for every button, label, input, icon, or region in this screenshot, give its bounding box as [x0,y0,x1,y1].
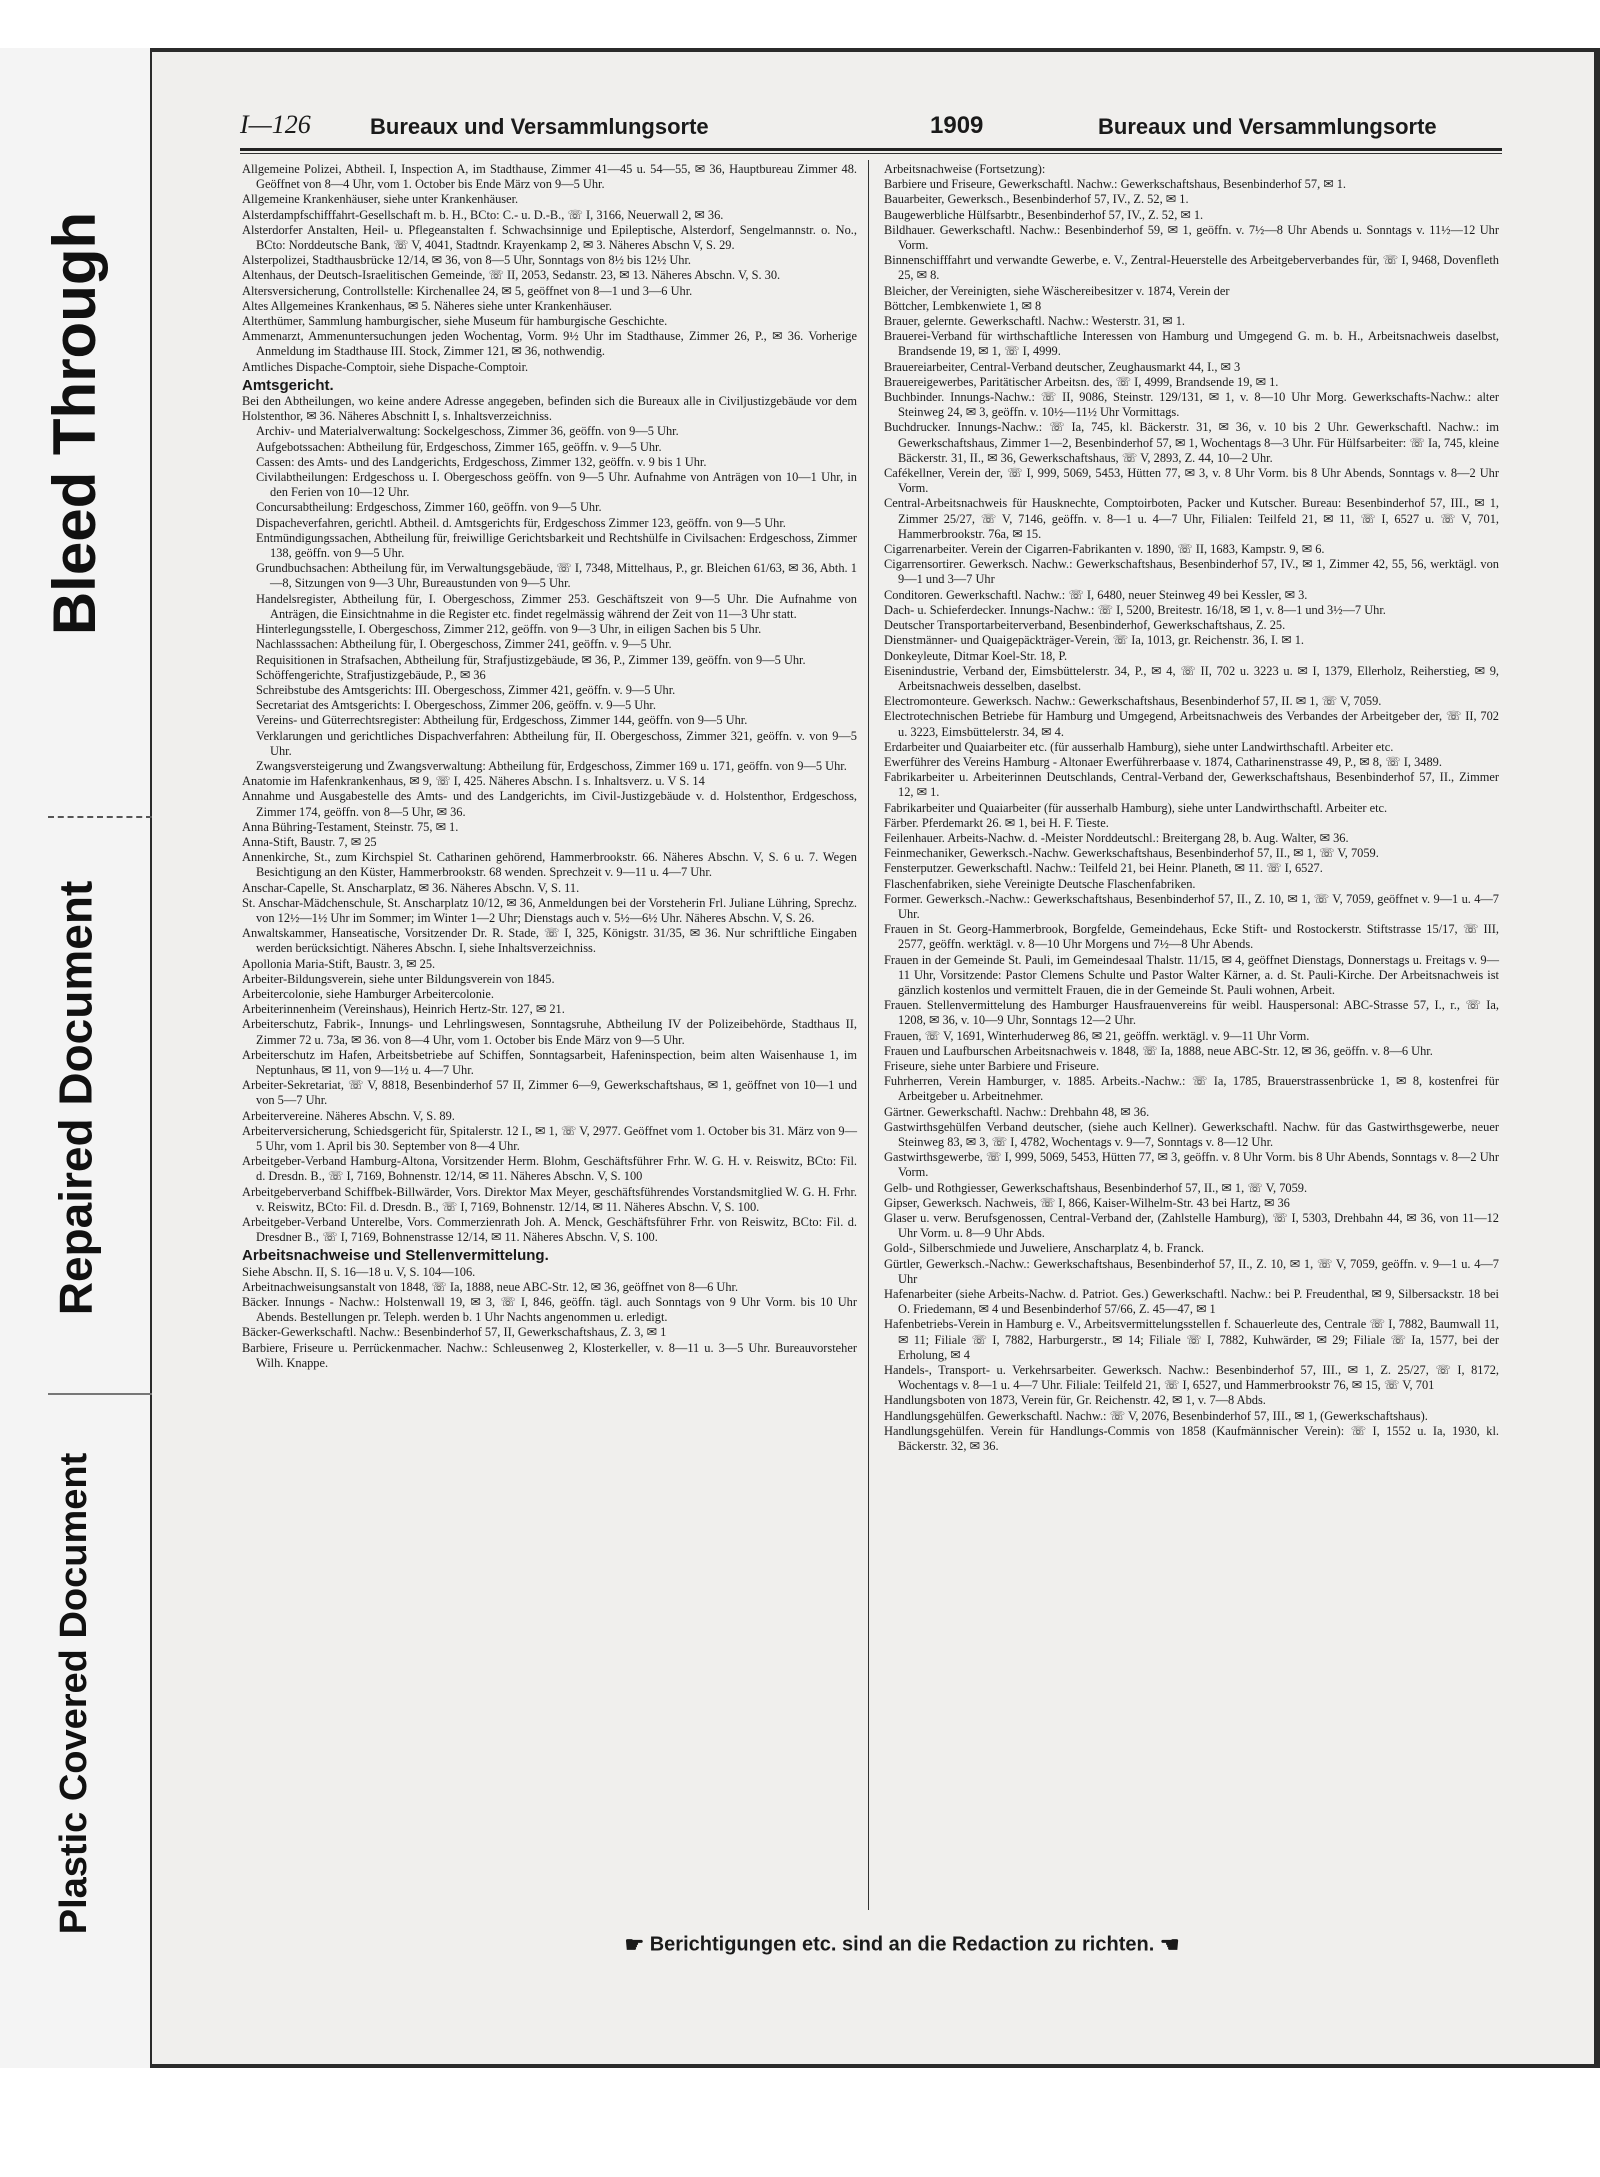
label-bleed-through: Bleed Through [41,211,109,635]
directory-entry: Eisenindustrie, Verband der, Eimsbüttelerstr. 34, P., ✉ 4, ☏ II, 702 u. 3223 u. ✉ I, 1379, Ellerholz, Reiherstieg, ✉ 9, Arbeitsnachweis desselben, daselbst. [884,663,1499,693]
directory-entry: Arbeitgeber-Verband Unterelbe, Vors. Commerzienrath Joh. A. Menck, Geschäftsführer Frhr. von Reiswitz, BCto: Fil. d. Dresdner B., ☏ I, 7169, Bohnenstrasse 12/14, ✉ 11. Näheres Abschn. V, S. 100. [242,1215,857,1245]
directory-entry: Gold-, Silberschmiede und Juweliere, Anscharplatz 4, b. Franck. [884,1241,1205,1256]
directory-entry: Frauen in St. Georg-Hammerbrook, Borgfelde, Gemeindehaus, Ecke Stift- und Rostockerstr. Stiftstrasse 15/17, ☏ III, 2577, geöffn. werktägl. v. 8—10 Uhr Morgens und 7½—8 Uhr Abends. [884,922,1499,952]
directory-entry: Brauer, gelernte. Gewerkschaftl. Nachw.: Westerstr. 31, ✉ 1. [884,314,1185,329]
directory-entry: Erdarbeiter und Quaiarbeiter etc. (für ausserhalb Hamburg), siehe unter Landwirthschaftl. Arbeiter etc. [884,739,1394,754]
directory-entry: Binnenschifffahrt und verwandte Gewerbe, e. V., Zentral-Heuerstelle des Arbeitgeberverbandes für, ☏ I, 9468, Dovenfleth 25, ✉ 8. [884,253,1499,283]
directory-entry: Fensterputzer. Gewerkschaftl. Nachw.: Teilfeld 21, bei Heinr. Planeth, ✉ 11. ☏ I, 6527. [884,861,1323,876]
directory-entry: Anwaltskammer, Hanseatische, Vorsitzender Dr. R. Stade, ☏ I, 325, Königstr. 31/35, ✉ 36. Nur schriftliche Eingaben werden berücksichtigt. Näheres Abschn. I, siehe Inhaltsverzeichniss. [242,926,857,956]
directory-entry: Arbeiterinnenheim (Vereinshaus), Heinrich Hertz-Str. 127, ✉ 21. [242,1002,565,1017]
directory-entry: Arbeitgeberverband Schiffbek-Billwärder, Vors. Direktor Max Meyer, geschäftsführendes Vorstandsmitglied W. G. H. Frhr. v. Reiswitz, BCto: Fil. d. Dresdn. B., ☏ I, 7169, Bohnenstr. 12/14, ✉ 11. Näheres Abschn. V, S. 100. [242,1184,857,1214]
scanned-page [152,52,1594,2064]
footer-text: Berichtigungen etc. sind an die Redaction zu richten. [649,1933,1155,1956]
sub-entry: Cassen: des Amts- und des Landgerichts, Erdgeschoss, Zimmer 132, geöffn. v. 9 bis 1 Uhr. [256,454,707,469]
sub-entry: Entmündigungssachen, Abtheilung für, freiwillige Gerichtsbarkeit und Rechtshülfe in Civilsachen: Erdgeschoss, Zimmer 138, geöffn. von 9—5 Uhr. [256,530,857,561]
directory-entry: Electrotechnischen Betriebe für Hamburg und Umgegend, Arbeitsnachweis des Verbandes der Arbeitgeber der, ☏ II, 702 u. 3223, Eimsbüttelerstr. 34, ✉ 4. [884,709,1499,739]
footer-note [522,1932,1282,1958]
directory-entry: Gastwirthsgehülfen Verband deutscher, (siehe auch Kellner). Gewerkschaftl. Nachw. für das Gastwirthsgewerbe, neuer Steinweg 83, ✉ 3, ☏ I, 4782, Wochentags v. 9—7, Sonntags v. 8—12 Uhr. [884,1119,1499,1149]
directory-entry: Arbeitsnachweise (Fortsetzung): [884,162,1046,176]
page-header [240,110,1505,142]
directory-entry: Gipser, Gewerksch. Nachweis, ☏ I, 866, Kaiser-Wilhelm-Str. 43 bei Hartz, ✉ 36 [884,1195,1290,1210]
sub-entry: Schöffengerichte, Strafjustizgebäude, P., ✉ 36 [256,667,486,682]
directory-entry: Arbeiter-Sekretariat, ☏ V, 8818, Besenbinderhof 57 II, Zimmer 6—9, Gewerkschaftshaus, ✉ 1, geöffnet von 10—1 und von 5—7 Uhr. [242,1078,857,1108]
sub-entry: Archiv- und Materialverwaltung: Sockelgeschoss, Zimmer 36, geöffn. von 9—5 Uhr. [256,424,679,439]
directory-entry: Handlungsboten von 1873, Verein für, Gr. Reichenstr. 42, ✉ 1, v. 7—8 Abds. [884,1393,1266,1408]
directory-entry: Former. Gewerksch.-Nachw.: Gewerkschaftshaus, Besenbinderhof 57, II., Z. 10, ✉ 1, ☏ V, 7059, geöffnet v. 9—1 u. 4—7 Uhr. [884,891,1499,921]
directory-entry: Bleicher, der Vereinigten, siehe Wäschereibesitzer v. 1874, Verein der [884,283,1230,298]
document-condition-sidebar [0,48,150,2068]
directory-entry: Anschar-Capelle, St. Anscharplatz, ✉ 36. Näheres Abschn. V, S. 11. [242,880,580,895]
directory-entry: Bäcker. Innungs - Nachw.: Holstenwall 19, ✉ 3, ☏ I, 846, geöffn. tägl. auch Sonntags von 9 Uhr Vorm. bis 10 Uhr Abends. Bestellungen pr. Teleph. werden b. 1 Uhr Nachts angenommen u. erledigt. [242,1295,857,1325]
directory-entry: Baugewerbliche Hülfsarbtr., Besenbinderhof 57, IV., Z. 52, ✉ 1. [884,207,1204,222]
header-year: 1909 [930,112,984,139]
pointing-hand-left-icon: ☚ [1159,1932,1180,1957]
directory-entry: Arbeiter-Bildungsverein, siehe unter Bildungsverein von 1845. [242,971,555,986]
directory-entry: Buchdrucker. Innungs-Nachw.: ☏ Ia, 745, kl. Bäckerstr. 31, ✉ 36, v. 10 bis 2 Uhr. Gewerkschaftl. Nachw.: im Gewerkschaftshaus, Zimmer 1—2, Besenbinderhof 57, ✉ 1, Wochentags 8—3 Uhr. Für Hülfsarbeiter: ☏ Ia, 745, kleine Bäckerstr. 31, II., ✉ 36, Gewerkschaftshaus, ☏ V, 2893, Z. 44, 10—2 Uhr. [884,420,1499,465]
label-repaired-document: Repaired Document [49,880,101,1316]
column-divider [868,160,869,1910]
directory-entry: Buchbinder. Innungs-Nachw.: ☏ II, 9086, Steinstr. 129/131, ✉ 1, v. 8—10 Uhr Morg. Gewerkschafts-Nachw.: alter Steinweg 24, ✉ 3, geöffn. v. 10½—11½ Uhr Vormittags. [884,390,1499,420]
directory-entry: St. Anschar-Mädchenschule, St. Anscharplatz 10/12, ✉ 36, Anmeldungen bei der Vorsteherin Frl. Juliane Lühring, Sprechz. von 12½—1½ Uhr im Sommer; im Winter 1—2 Uhr; Dienstags auch v. 5½—6½ Uhr. Näheres Abschn. V, S. 26. [242,895,857,925]
directory-entry: Deutscher Transportarbeiterverband, Besenbinderhof, Gewerkschaftshaus, Z. 25. [884,618,1286,633]
sub-entry: Handelsregister, Abtheilung für, I. Obergeschoss, Zimmer 253. Geschäftszeit von 9—5 Uhr. Die Aufnahme von Anträgen, die Einsichtnahme in die Register etc. findet regelmässig während der Zeit von 11—3 Uhr statt. [256,591,857,621]
sub-entry: Requisitionen in Strafsachen, Abtheilung für, Strafjustizgebäude, ✉ 36, P., Zimmer 139, geöffn. von 9—5 Uhr. [256,652,806,667]
directory-entry: Gürtler, Gewerksch.-Nachw.: Gewerkschaftshaus, Besenbinderhof 57, II., Z. 10, ✉ 1, ☏ V, 7059, geöffn. v. 9—1 u. 4—7 Uhr [884,1256,1499,1286]
directory-entry: Arbeitgeber-Verband Hamburg-Altona, Vorsitzender Herm. Blohm, Geschäftsführer Frhr. W. G. H. v. Reiswitz, BCto: Fil. d. Dresdn. B., ☏ I, 7169, Bohnenstr. 12/14, ✉ 11. Näheres Abschn. V, S. 100 [242,1154,857,1184]
directory-entry: Anna Bühring-Testament, Steinstr. 75, ✉ 1. [242,819,459,834]
directory-entry: Arbeiterversicherung, Schiedsgericht für, Spitalerstr. 12 I., ✉ 1, ☏ V, 2977. Geöffnet vom 1. October bis 31. März von 9—5 Uhr, vom 1. April bis 30. September von 8—4 Uhr. [242,1123,857,1153]
directory-entry: Siehe Abschn. II, S. 16—18 u. V, S. 104—106. [242,1264,476,1279]
sub-entry: Aufgebotssachen: Abtheilung für, Erdgeschoss, Zimmer 165, geöffn. v. 9—5 Uhr. [256,439,662,454]
directory-entry: Handels-, Transport- u. Verkehrsarbeiter. Gewerksch. Nachw.: Besenbinderhof 57, III., ✉ 1, Z. 25/27, ☏ I, 8172, Wochentags v. 8—1 u. 4—7 Uhr. Filiale: Teilfeld 21, ☏ I, 6527, und Hammerbrookstr 76, ✉ 15, ☏ V, 701 [884,1363,1499,1393]
directory-entry: Arbeiterschutz im Hafen, Arbeitsbetriebe auf Schiffen, Sonntagsarbeit, Hafeninspection, beim alten Waisenhause 1, im Neptunhaus, ✉ 11, von 9—1½ u. 4—7 Uhr. [242,1047,857,1077]
directory-entry: Fabrikarbeiter und Quaiarbeiter (für ausserhalb Hamburg), siehe unter Landwirthschaftl. Arbeiter etc. [884,800,1388,815]
directory-entry: Dienstmänner- und Quaigepäckträger-Verein, ☏ Ia, 1013, gr. Reichenstr. 36, I. ✉ 1. [884,633,1305,648]
directory-entry: Arbeitnachweisungsanstalt von 1848, ☏ Ia, 1888, neue ABC-Str. 12, ✉ 36, geöffnet von 8—6 Uhr. [242,1279,739,1294]
directory-entry: Arbeitervereine. Näheres Abschn. V, S. 89. [242,1108,455,1123]
directory-entry: Electromonteure. Gewerksch. Nachw.: Gewerkschaftshaus, Besenbinderhof 57, II. ✉ 1, ☏ V, 7059. [884,694,1382,709]
directory-entry: Arbeiterschutz, Fabrik-, Innungs- und Lehrlingswesen, Sonntagsruhe, Abtheilung IV der Polizeibehörde, Stadthaus II, Zimmer 72 u. 73a, ✉ 36. von 8—4 Uhr, vom 1. October bis Ende März von 9—5 Uhr. [242,1017,857,1047]
directory-entry: Annenkirche, St., zum Kirchspiel St. Catharinen gehörend, Hammerbrookstr. 66. Näheres Abschn. V, S. 6 u. 7. Wegen Besichtigung an den Küster, Hammerbrookstr. 68 wenden. Sprechzeit v. 9—11 u. 4—7 Uhr. [242,850,857,880]
directory-entry: Cigarrensortirer. Gewerksch. Nachw.: Gewerkschaftshaus, Besenbinderhof 57, IV., ✉ 1, Zimmer 42, 55, 56, werktägl. von 9—1 und 3—7 Uhr [884,557,1499,587]
directory-entry: Feinmechaniker, Gewerksch.-Nachw. Gewerkschaftshaus, Besenbinderhof 57, II., ✉ 1, ☏ V, 7059. [884,846,1379,861]
directory-entry: Donkeyleute, Ditmar Koel-Str. 18, P. [884,648,1068,663]
directory-entry: Apollonia Maria-Stift, Baustr. 3, ✉ 25. [242,956,436,971]
sub-entry: Civilabtheilungen: Erdgeschoss u. I. Obergeschoss geöffn. von 9—5 Uhr. Aufnahme von Anträgen von 10—1 Uhr, in den Ferien von 10—12 Uhr. [256,470,857,500]
directory-entry: Glaser u. verw. Berufsgenossen, Central-Verband der, (Zahlstelle Hamburg), ☏ I, 5303, Drehbahn 44, ✉ 36, von 11—12 Uhr Vorm. u. 8—9 Uhr Abds. [884,1211,1499,1241]
directory-entry: Handlungsgehülfen. Verein für Handlungs-Commis von 1858 (Kaufmännischer Verein): ☏ I, 1552 u. Ia, 1930, kl. Bäckerstr. 32, ✉ 36. [884,1423,1499,1454]
directory-entry: Altes Allgemeines Krankenhaus, ✉ 5. Näheres siehe unter Krankenhäuser. [242,298,612,313]
sub-entry: Vereins- und Güterrechtsregister: Abtheilung für, Erdgeschoss, Zimmer 144, geöffn. von 9—5 Uhr. [256,713,748,728]
sub-entry: Dispacheverfahren, gerichtl. Abtheil. d. Amtsgerichts für, Erdgeschoss Zimmer 123, geöffn. von 9—5 Uhr. [256,515,786,530]
directory-entry: Frauen, ☏ V, 1691, Winterhuderweg 86, ✉ 21, geöffn. werktägl. v. 9—11 Uhr Vorm. [884,1028,1310,1043]
sub-entry: Nachlasssachen: Abtheilung für, I. Obergeschoss, Zimmer 241, geöffn. v. 9—5 Uhr. [256,637,672,652]
directory-entry: Cafékellner, Verein der, ☏ I, 999, 5069, 5453, Hütten 77, ✉ 3, v. 8 Uhr Vorm. bis 8 Uhr Abends, Sonntags v. 8—2 Uhr Vorm. [884,466,1499,496]
directory-entry: Bauarbeiter, Gewerksch., Besenbinderhof 57, IV., Z. 52, ✉ 1. [884,192,1189,207]
directory-entry: Alsterdorfer Anstalten, Heil- u. Pflegeanstalten f. Schwachsinnige und Epileptische, Alsterdorf, Sengelmannstr. o. No., BCto: Norddeutsche Bank, ☏ V, 4041, Stadtndr. Krayenkamp 2, ✉ 3. Näheres Abschn V, S. 29. [242,222,857,253]
directory-entry: Central-Arbeitsnachweis für Hausknechte, Comptoirboten, Packer und Kutscher. Bureau: Besenbinderhof 57, III., ✉ 1, Zimmer 25/27, ☏ V, 7146, geöffn. v. 8—1 u. 4—7 Uhr, Filialen: Teilfeld 21, ✉ 11, ☏ I, 6527 u. ☏ V, 701, Hammerbrookstr. 76a, ✉ 15. [884,496,1499,541]
left-column [242,162,857,1371]
sub-entry: Secretariat des Amtsgerichts: I. Obergeschoss, Zimmer 206, geöffn. v. 9—5 Uhr. [256,698,656,713]
directory-entry: Annahme und Ausgabestelle des Amts- und des Landgerichts, im Civil-Justizgebäude v. d. Holstenthor, Erdgeschoss, Zimmer 174, geöffn. von 8—5 Uhr, ✉ 36. [242,789,857,819]
directory-entry: Flaschenfabriken, siehe Vereinigte Deutsche Flaschenfabriken. [884,876,1196,891]
section-heading: Arbeitsnachweise und Stellenvermittelung. [242,1247,549,1265]
directory-entry: Barbiere und Friseure, Gewerkschaftl. Nachw.: Gewerkschaftshaus, Besenbinderhof 57, ✉ 1. [884,177,1347,192]
directory-entry: Böttcher, Lembkenwiete 1, ✉ 8 [884,298,1042,313]
directory-entry: Bäcker-Gewerkschaftl. Nachw.: Besenbinderhof 57, II, Gewerkschaftshaus, Z. 3, ✉ 1 [242,1325,667,1340]
directory-entry: Alterthümer, Sammlung hamburgischer, siehe Museum für hamburgische Geschichte. [242,314,668,329]
directory-entry: Altersversicherung, Controllstelle: Kirchenallee 24, ✉ 5, geöffnet von 8—1 und 3—6 Uhr. [242,283,693,298]
directory-entry: Frauen in der Gemeinde St. Pauli, im Gemeindesaal Thalstr. 11/15, ✉ 4, geöffnet Dienstags, Donnerstags u. Freitags v. 9—11 Uhr, Vorsitzende: Pastor Clemens Schulte und Pastor Walter Kärner, a. d. St. Pauli-Kirche. Der Arbeitsnachweis ist gänzlich kostenlos und vermittelt Frauen, die in der Gemeinde St. Pauli wohnen, Arbeit. [884,952,1499,997]
directory-entry: Feilenhauer. Arbeits-Nachw. d. -Meister Norddeutschl.: Breitergang 28, b. Aug. Walter, ✉ 36. [884,830,1349,845]
directory-entry: Anatomie im Hafenkrankenhaus, ✉ 9, ☏ I, 425. Näheres Abschn. I s. Inhaltsverz. u. V S. 14 [242,774,705,789]
directory-entry: Brauereiarbeiter, Central-Verband deutscher, Zeughausmarkt 44, I., ✉ 3 [884,359,1241,374]
pointing-hand-right-icon: ☛ [624,1932,645,1957]
directory-entry: Brauereigewerbes, Paritätischer Arbeitsn. des, ☏ I, 4999, Brandsende 19, ✉ 1. [884,374,1279,389]
directory-entry: Allgemeine Polizei, Abtheil. I, Inspection A, im Stadthause, Zimmer 41—45 u. 54—55, ✉ 36, Hauptbureau Zimmer 48. Geöffnet von 8—4 Uhr, vom 1. October bis Ende März von 9—5 Uhr. [242,162,857,192]
page-number: I—126 [240,110,311,139]
sub-entry: Zwangsversteigerung und Zwangsverwaltung: Abtheilung für, Erdgeschoss, Zimmer 169 u. 171, geöffn. von 9—5 Uhr. [256,758,847,773]
directory-entry: Allgemeine Krankenhäuser, siehe unter Krankenhäuser. [242,192,519,207]
directory-entry: Hafenarbeiter (siehe Arbeits-Nachw. d. Patriot. Ges.) Gewerkschaftl. Nachw.: bei P. Freudenthal, ✉ 9, Silbersackstr. 18 bei O. Friedemann, ✉ 4 und Besenbinderhof 57/66, Z. 45—47, ✉ 1 [884,1287,1499,1317]
directory-entry: Frauen und Laufburschen Arbeitsnachweis v. 1848, ☏ Ia, 1888, neue ABC-Str. 12, ✉ 36, geöffn. v. 8—6 Uhr. [884,1043,1433,1058]
directory-entry: Ewerführer des Vereins Hamburg - Altonaer Ewerführerbaase v. 1874, Catharinenstrasse 49, P., ✉ 8, ☏ I, 3489. [884,754,1442,769]
directory-entry: Alsterdampfschifffahrt-Gesellschaft m. b. H., BCto: C.- u. D.-B., ☏ I, 3166, Neuerwall 2, ✉ 36. [242,207,724,222]
directory-entry: Cigarrenarbeiter. Verein der Cigarren-Fabrikanten v. 1890, ☏ II, 1683, Kampstr. 9, ✉ 6. [884,542,1325,557]
sub-entry: Schreibstube des Amtsgerichts: III. Obergeschoss, Zimmer 421, geöffn. v. 9—5 Uhr. [256,682,676,697]
sub-entry: Hinterlegungsstelle, I. Obergeschoss, Zimmer 212, geöffn. von 9—3 Uhr, in eiligen Sachen bis 5 Uhr. [256,622,762,637]
directory-entry: Gelb- und Rothgiesser, Gewerkschaftshaus, Besenbinderhof 57, II., ✉ 1, ☏ V, 7059. [884,1180,1308,1195]
directory-entry: Barbiere, Friseure u. Perrückenmacher. Nachw.: Schleusenweg 2, Klosterkeller, v. 8—11 u. 3—5 Uhr. Bureauvorsteher Wilh. Knappe. [242,1340,857,1370]
directory-entry: Gastwirthsgewerbe, ☏ I, 999, 5069, 5453, Hütten 77, ✉ 3, geöffn. v. 8 Uhr Vorm. bis 8 Uhr Abends, Sonntags v. 8—2 Uhr Vorm. [884,1150,1499,1180]
label-plastic-covered-document: Plastic Covered Document [53,1452,96,1934]
scan-bottom-margin [0,2068,1600,2177]
sub-entry: Grundbuchsachen: Abtheilung für, im Verwaltungsgebäude, ☏ I, 7348, Mittelhaus, P., gr. Bleichen 61/63, ✉ 36, Abth. 1—8, Sitzungen von 9—3 Uhr, Bureaustunden von 9—5 Uhr. [256,561,857,591]
directory-entry: Bildhauer. Gewerkschaftl. Nachw.: Besenbinderhof 59, ✉ 1, geöffn. v. 7½—8 Uhr Abends u. Sonntags v. 11½—12 Uhr Vorm. [884,222,1499,253]
directory-entry: Frauen. Stellenvermittelung des Hamburger Hausfrauenvereins für weibl. Hauspersonal: ABC-Strasse 57, I., r., ☏ Ia, 1208, ✉ 36, v. 10—9 Uhr, Sonntags 12—2 Uhr. [884,998,1499,1028]
directory-entry: Fabrikarbeiter u. Arbeiterinnen Deutschlands, Central-Verband der, Gewerkschaftshaus, Besenbinderhof 57, II., Zimmer 12, ✉ 1. [884,770,1499,800]
directory-entry: Hafenbetriebs-Verein in Hamburg e. V., Arbeitsvermittelungsstellen f. Schauerleute des, Centrale ☏ I, 7882, Baumwall 11, ✉ 11; Filiale ☏ I, 7882, Harburgerstr., ✉ 14; Filiale ☏ I, 7882, Kuhwärder, ✉ 29; Filiale ☏ Ia, 1577, bei der Erholung, ✉ 4 [884,1317,1499,1362]
header-rule-thin [240,153,1502,154]
directory-entry: Dach- u. Schieferdecker. Innungs-Nachw.: ☏ I, 5200, Breitestr. 16/18, ✉ 1, v. 8—1 und 3½—7 Uhr. [884,602,1386,617]
sub-entry: Concursabtheilung: Erdgeschoss, Zimmer 160, geöffn. von 9—5 Uhr. [256,500,602,515]
right-column [884,162,1499,1454]
section-heading: Amtsgericht. [242,376,334,394]
directory-entry: Färber. Pferdemarkt 26. ✉ 1, bei H. F. Tieste. [884,815,1109,830]
directory-entry: Handlungsgehülfen. Gewerkschaftl. Nachw.: ☏ V, 2076, Besenbinderhof 57, III., ✉ 1, (Gewerkschaftshaus). [884,1408,1428,1423]
directory-entry: Gärtner. Gewerkschaftl. Nachw.: Drehbahn 48, ✉ 36. [884,1104,1150,1119]
directory-entry: Bei den Abtheilungen, wo keine andere Adresse angegeben, befinden sich die Bureaux alle in Civiljustizgebäude vor dem Holstenthor, ✉ 36. Näheres Abschnitt I, s. Inhaltsverzeichniss. [242,394,857,424]
directory-entry: Altenhaus, der Deutsch-Israelitischen Gemeinde, ☏ II, 2053, Sedanstr. 23, ✉ 13. Näheres Abschn. V, S. 30. [242,268,781,283]
directory-entry: Friseure, siehe unter Barbiere und Friseure. [884,1058,1100,1073]
directory-entry: Alsterpolizei, Stadthausbrücke 12/14, ✉ 36, von 8—5 Uhr, Sonntags von 8½ bis 12½ Uhr. [242,253,692,268]
directory-entry: Conditoren. Gewerkschaftl. Nachw.: ☏ I, 6480, neuer Steinweg 49 bei Kessler, ✉ 3. [884,587,1308,602]
directory-entry: Brauerei-Verband für wirthschaftliche Interessen von Hamburg und Umgegend G. m. b. H., Arbeitsnachweis daselbst, Brandsende 19, ✉ 1, ☏ I, 4999. [884,329,1499,359]
running-title-left: Bureaux und Versammlungsorte [370,114,709,139]
directory-entry: Amtliches Dispache-Comptoir, siehe Dispache-Comptoir. [242,359,529,374]
directory-entry: Ammenarzt, Ammenuntersuchungen jeden Wochentag, Vorm. 9½ Uhr im Stadthause, Zimmer 26, P., ✉ 36. Vorherige Anmeldung im Stadthause III. Stock, Zimmer 121, ✉ 36, nothwendig. [242,329,857,359]
sub-entry: Verklarungen und gerichtliches Dispachverfahren: Abtheilung für, II. Obergeschoss, Zimmer 321, geöffn. v. von 9—5 Uhr. [256,728,857,758]
directory-entry: Arbeitercolonie, siehe Hamburger Arbeitercolonie. [242,986,494,1001]
directory-entry: Anna-Stift, Baustr. 7, ✉ 25 [242,834,377,849]
directory-entry: Fuhrherren, Verein Hamburger, v. 1885. Arbeits.-Nachw.: ☏ Ia, 1785, Brauerstrassenbrücke 1, ✉ 8, kostenfrei für Arbeitgeber u. Arbeitnehmer. [884,1074,1499,1104]
header-rule-thick [240,148,1502,151]
running-title-right: Bureaux und Versammlungsorte [1098,114,1437,139]
